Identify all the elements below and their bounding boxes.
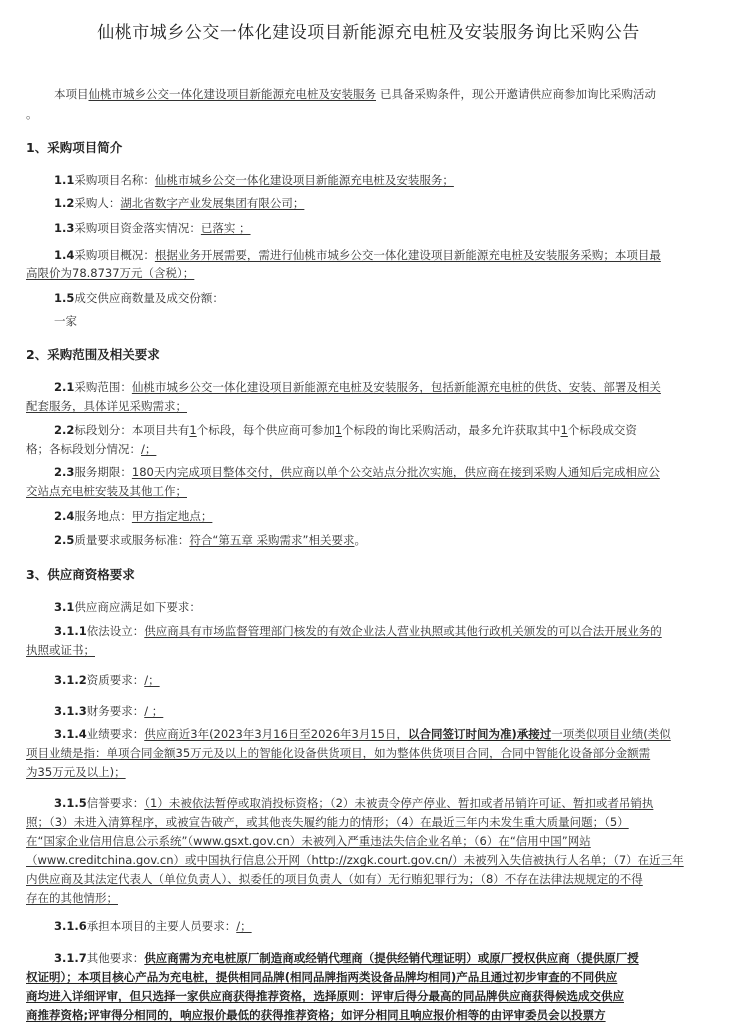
item-number: 2.5: [54, 533, 75, 547]
item-text: 个标段，每个供应商可参加: [196, 423, 335, 437]
item-3-1-7-line2: [26, 967, 617, 988]
item-number: 2.3: [54, 465, 75, 479]
item-value: 甲方指定地点；: [131, 509, 213, 523]
item-value: 湖北省数字产业发展集团有限公司；: [120, 196, 305, 210]
item-value-emphasis: 商推荐资格;评审得分相同的，响应报价最低的获得推荐资格；如评分相同且响应报价相等的由评审委员会以投票方: [26, 1008, 606, 1022]
item-label: 供应商应满足如下要求：: [74, 600, 201, 614]
item-label: 其他要求：: [86, 951, 145, 965]
item-label: 资质要求：: [86, 673, 145, 687]
item-3-1-5-line6: [26, 888, 118, 909]
item-2-4: [54, 506, 212, 527]
item-number: 2.4: [54, 509, 75, 523]
item-3-1-2: [54, 670, 160, 691]
item-value: 高限价为78.8737万元（含税）；: [26, 266, 195, 280]
item-number: 3.1.2: [54, 673, 87, 687]
item-value: 为35万元及以上)；: [26, 765, 126, 779]
item-3-1-4: [54, 724, 671, 745]
item-value: 项目业绩是指：单项合同金额35万元及以上的智能化设备供货项目，如为整体供货项目合同，合同中智能化设备部分金额需: [26, 746, 651, 760]
item-2-2-cont: [26, 439, 156, 460]
section-1-heading: 1、采购项目简介: [26, 140, 123, 155]
item-label: 采购项目资金落实情况：: [74, 221, 201, 235]
item-3-1-3: [54, 701, 163, 722]
item-3-1-5-line4: [26, 850, 684, 871]
item-label: 采购项目名称：: [74, 173, 155, 187]
item-value-emphasis: 供应商需为充电桩原厂制造商或经销代理商（提供经销代理证明）或原厂授权供应商（提供原厂授: [144, 951, 639, 965]
item-1-3: [54, 218, 251, 239]
item-number: 2.1: [54, 380, 75, 394]
item-label: 服务期限：: [74, 465, 132, 479]
item-value: （www.creditchina.gov.cn）或中国执行信息公开网（http://zxgk.court.gov.cn/）未被列入失信被执行人名单；（7）在近三年: [26, 853, 684, 867]
item-value: 180天内完成项目整体交付，供应商以单个公交站点分批次实施，供应商在接到采购人通知后完成相应公: [131, 465, 660, 479]
item-2-1-cont: [26, 396, 187, 417]
item-3-1-7-line4: [26, 1005, 606, 1026]
item-value: 一项类似项目业绩(类似: [551, 727, 671, 741]
item-number: 3.1.4: [54, 727, 87, 741]
item-value: 供应商近3年(2023年3月16日至2026年3月15日，: [144, 727, 408, 741]
item-text: 个标段的询比采购活动，最多允许获取其中: [342, 423, 561, 437]
item-number: 3.1.6: [54, 919, 87, 933]
item-label: 成交供应商数量及成交份额：: [74, 291, 224, 305]
item-value: 交站点充电桩安装及其他工作；: [26, 484, 187, 498]
item-value: 照；（3）未进入清算程序，或被宣告破产，或其他丧失履约能力的情形；（4）在最近三年内未发生重大质量问题；（5）: [26, 815, 629, 829]
item-number: 3.1.7: [54, 951, 87, 965]
item-3-1-7-line3: [26, 986, 624, 1007]
item-1-5-value: 一家: [54, 314, 77, 328]
item-value: /；: [141, 442, 157, 456]
item-value: 供应商具有市场监督管理部门核发的有效企业法人营业执照或其他行政机关颁发的可以合法开展业务的: [144, 624, 662, 638]
item-1-2: [54, 193, 304, 214]
item-number: 1.3: [54, 221, 75, 235]
item-value: / ；: [144, 704, 164, 718]
item-3-1: [54, 597, 201, 618]
item-3-1-4-cont2: [26, 762, 126, 783]
item-text: 。: [354, 533, 366, 547]
item-3-1-5: [54, 793, 653, 814]
item-value: 1: [334, 423, 343, 437]
item-label: 财务要求：: [86, 704, 145, 718]
item-number: 3.1: [54, 600, 75, 614]
item-number: 2.2: [54, 423, 75, 437]
item-value: /；: [144, 673, 160, 687]
item-value: 仙桃市城乡公交一体化建设项目新能源充电桩及安装服务；: [154, 173, 454, 187]
item-value: 存在的其他情形；: [26, 891, 118, 905]
item-label: 采购人：: [74, 196, 121, 210]
item-value: 符合“第五章 采购需求”相关要求: [189, 533, 355, 547]
item-3-1-1-cont: [26, 640, 95, 661]
intro-project-name: 仙桃市城乡公交一体化建设项目新能源充电桩及安装服务: [88, 87, 376, 101]
item-label: 信誉要求：: [86, 796, 145, 810]
item-3-1-5-line2: [26, 812, 629, 833]
item-value-emphasis: 权证明）；本项目核心产品为充电桩，提供相同品牌(相同品牌指两类设备品牌均相同)产品且通过初步审查的不同供应: [26, 970, 618, 984]
item-value: /；: [236, 919, 252, 933]
item-3-1-1: [54, 621, 662, 642]
item-label: 质量要求或服务标准：: [74, 533, 190, 547]
item-value: 配套服务，具体详见采购需求；: [26, 399, 187, 413]
item-value-emphasis: 以合同签订时间为准)承接过: [408, 727, 552, 741]
item-value: 执照或证书；: [26, 643, 95, 657]
item-value-emphasis: 商均进入详细评审，但只选择一家供应商获得推荐资格，选择原则：评审后得分最高的同品牌供应商获得候选成交供应: [26, 989, 624, 1003]
item-1-4-cont: [26, 263, 194, 284]
intro-pre: 本项目: [54, 87, 89, 101]
intro-line: [54, 84, 656, 105]
item-number: 3.1.1: [54, 624, 87, 638]
item-2-3-cont: [26, 481, 187, 502]
section-3-heading: 3、供应商资格要求: [26, 567, 135, 582]
item-1-5: [54, 288, 224, 309]
item-value: 1: [189, 423, 197, 437]
item-text: 个标段成交资: [567, 423, 637, 437]
item-2-2: [54, 420, 637, 441]
item-value: 根据业务开展需要，需进行仙桃市城乡公交一体化建设项目新能源充电桩及安装服务采购；本项目最: [154, 248, 661, 262]
page-title: 仙桃市城乡公交一体化建设项目新能源充电桩及安装服务询比采购公告: [97, 23, 640, 43]
intro-post: 已具备采购条件，现公开邀请供应商参加询比采购活动: [380, 87, 656, 101]
item-2-1: [54, 377, 661, 398]
item-label: 承担本项目的主要人员要求：: [86, 919, 237, 933]
item-3-1-5-line5: [26, 869, 643, 890]
item-number: 1.5: [54, 291, 75, 305]
item-3-1-4-cont: [26, 743, 650, 764]
item-value: 仙桃市城乡公交一体化建设项目新能源充电桩及安装服务，包括新能源充电桩的供货、安装、部署及相关: [131, 380, 661, 394]
item-1-1: [54, 170, 454, 191]
item-number: 1.1: [54, 173, 75, 187]
item-number: 3.1.3: [54, 704, 87, 718]
item-3-1-6: [54, 916, 252, 937]
item-label: 采购范围：: [74, 380, 132, 394]
item-value: 已落实 ；: [200, 221, 251, 235]
intro-tail: 。: [26, 107, 38, 121]
item-value: 1: [560, 423, 568, 437]
item-3-1-5-line3: [26, 831, 591, 852]
item-label: 采购项目概况：: [74, 248, 155, 262]
item-3-1-7: [54, 948, 639, 969]
item-label: 服务地点：: [74, 509, 132, 523]
item-text: 本项目共有: [131, 423, 190, 437]
item-label: 业绩要求：: [86, 727, 145, 741]
item-2-3: [54, 462, 660, 483]
item-number: 1.2: [54, 196, 75, 210]
item-text: 格；各标段划分情况：: [26, 442, 141, 456]
item-number: 3.1.5: [54, 796, 87, 810]
section-2-heading: 2、采购范围及相关要求: [26, 347, 160, 362]
item-2-5: [54, 530, 366, 551]
item-label: 依法设立：: [86, 624, 145, 638]
item-value: 内供应商及其法定代表人（单位负责人）、拟委任的项目负责人（如有）无行贿犯罪行为；（8）不存在法律法规规定的不得: [26, 872, 643, 886]
item-number: 1.4: [54, 248, 75, 262]
item-label: 标段划分：: [74, 423, 132, 437]
item-value: 在“国家企业信用信息公示系统”（www.gsxt.gov.cn）未被列入严重违法失信企业名单；（6）在“信用中国”网站: [26, 834, 591, 848]
item-value: （1）未被依法暂停或取消投标资格；（2）未被责令停产停业、暂扣或者吊销许可证、暂扣或者吊销执: [144, 796, 654, 810]
